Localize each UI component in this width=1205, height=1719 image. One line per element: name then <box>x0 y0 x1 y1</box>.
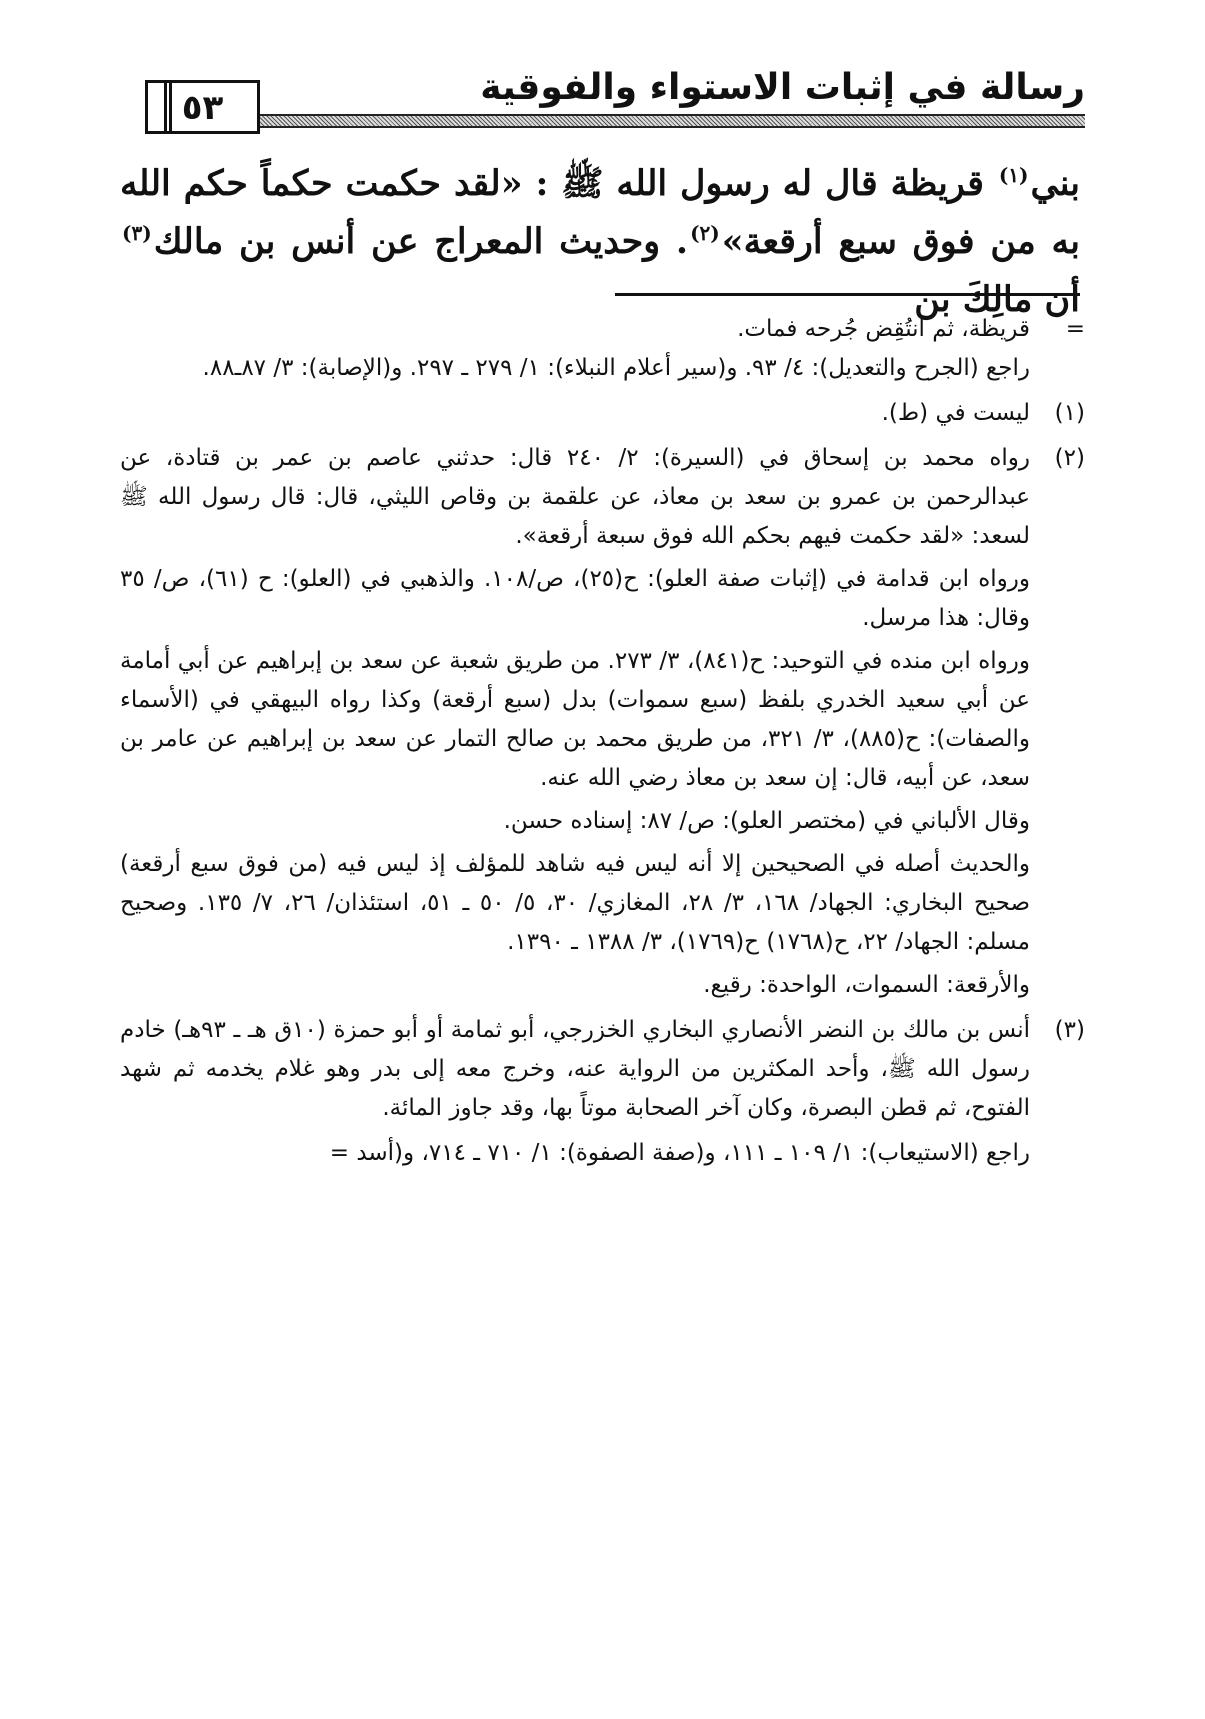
footnote-paragraph: والأرقعة: السموات، الواحدة: رقيع. <box>703 972 1030 998</box>
main-text-segment: بني <box>1030 163 1080 204</box>
footnote-marker: (١) <box>1054 400 1085 426</box>
continued-footnote <box>120 310 1085 388</box>
footnote-1 <box>120 394 1085 433</box>
continuation-marker: = <box>1065 316 1085 342</box>
footnote-line: قريظة، ثم انتُقِض جُرحه فمات. <box>737 316 1030 342</box>
main-text-segment: . وحديث المعراج عن أنس بن مالك <box>153 221 689 262</box>
footnote-line: راجع (الجرح والتعديل): ٤/ ٩٣. و(سير أعلام النبلاء): ١/ ٢٧٩ ـ ٢٩٧. و(الإصابة): ٣/ ٨٧ـ٨٨. <box>202 355 1030 381</box>
footnote-paragraph: والحديث أصله في الصحيحين إلا أنه ليس فيه شاهد للمؤلف إذ ليس فيه (من فوق سبع أرقعة) صحيح البخاري: الجهاد/ ١٦٨، ٣/ ٢٨، المغازي/ ٣٠، ٥/ ٥٠ ـ ٥١، استئذان/ ٢٦، ٧/ ١٣٥. وصحيح مسلم: الجهاد/ ٢٢، ح(١٧٦٨) ح(١٧٦٩)، ٣/ ١٣٨٨ ـ ١٣٩٠. <box>120 851 1031 955</box>
footnote-paragraph: وقال الألباني في (مختصر العلو): ص/ ٨٧: إسناده حسن. <box>503 808 1030 834</box>
header-rule <box>255 114 1085 128</box>
footnote-2 <box>120 439 1085 1005</box>
footnotes <box>120 310 1085 1173</box>
footnote-paragraph: ورواه ابن قدامة في (إثبات صفة العلو): ح(٢٥)، ص/١٠٨. والذهبي في (العلو): ح (٦١)، ص/ ٣٥ وقال: هذا مرسل. <box>120 566 1030 631</box>
main-paragraph <box>120 155 1080 329</box>
footnote-separator <box>615 293 1080 296</box>
footnote-marker: (٢) <box>1054 445 1085 471</box>
book-title: رسالة في إثبات الاستواء والفوقية <box>480 67 1085 108</box>
running-header <box>145 60 1085 132</box>
page-number-box <box>145 80 260 134</box>
main-text <box>120 155 1080 329</box>
footnote-ref-2[interactable]: (٢) <box>690 221 720 246</box>
footnote-paragraph: ورواه ابن منده في التوحيد: ح(٨٤١)، ٣/ ٢٧٣. من طريق شعبة عن سعد بن إبراهيم عن أبي أمامة عن أبي سعيد الخدري بلفظ (سبع سموات) بدل (سبع أرقعة) وكذا رواه البيهقي في (الأسماء والصفات): ح(٨٨٥)، ٣/ ٣٢١، من طريق محمد بن صالح التمار عن سعد بن إبراهيم عن عامر بن سعد، عن أبيه، قال: إن سعد بن معاذ رضي الله عنه. <box>120 648 1030 791</box>
footnote-ref-3[interactable]: (٣) <box>122 221 152 246</box>
footnote-reference-line: راجع (الاستيعاب): ١/ ١٠٩ ـ ١١١، و(صفة الصفوة): ١/ ٧١٠ ـ ٧١٤، و(أسد = <box>329 1140 1030 1166</box>
footnote-paragraph: رواه محمد بن إسحاق في (السيرة): ٢/ ٢٤٠ قال: حدثني عاصم بن عمر بن قتادة، عن عبدالرحمن بن عمرو بن سعد بن معاذ، عن علقمة بن وقاص الليثي، قال: قال رسول الله ﷺ لسعد: «لقد حكمت فيهم بحكم الله فوق سبعة أرقعة». <box>120 445 1030 549</box>
footnote-paragraph: أنس بن مالك بن النضر الأنصاري البخاري الخزرجي، أبو ثمامة أو أبو حمزة (١٠ق هـ ـ ٩٣هـ) خادم رسول الله ﷺ، وأحد المكثرين من الرواية عنه، وخرج معه إلى بدر وهو غلام يخدمه ثم شهد الفتوح، ثم قطن البصرة، وكان آخر الصحابة موتاً بها، وقد جاوز المائة. <box>120 1017 1031 1121</box>
footnote-ref-1[interactable]: (١) <box>998 163 1029 188</box>
main-text-segment: قريظة قال له رسول الله ﷺ : «لقد حكمت حكماً حكم الله به من فوق سبع أرقعة» <box>120 163 1080 262</box>
page-number: ٥٣ <box>181 88 224 128</box>
footnote-marker: (٣) <box>1054 1017 1085 1043</box>
footnote-3 <box>120 1011 1085 1128</box>
footnote-paragraph: ليست في (ط). <box>881 400 1030 426</box>
main-text-segment: أن مالِكَ بن <box>914 279 1080 320</box>
